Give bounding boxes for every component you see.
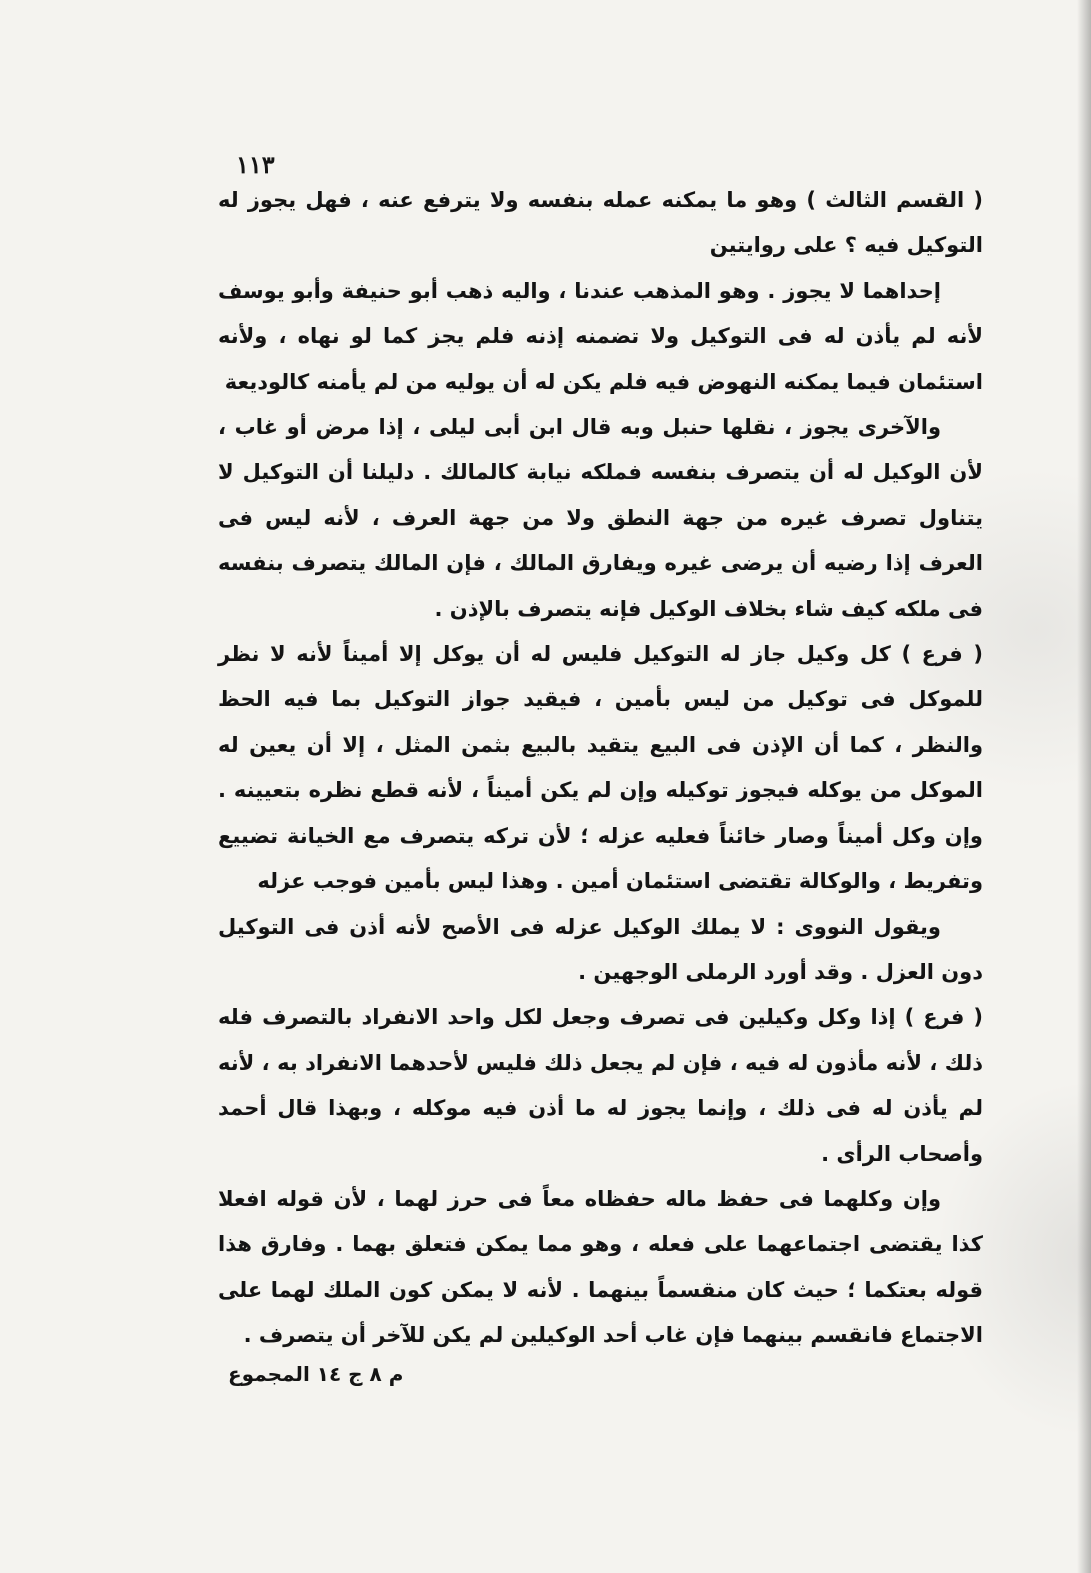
paragraph-nawawi: ويقول النووى : لا يملك الوكيل عزله فى الأصح لأنه أذن فى التوكيل دون العزل . وقد أورد الرملى الوجهين . (218, 914, 983, 984)
page-footer-signature: م ٨ ج ١٤ المجموع (228, 1362, 404, 1386)
page-edge-shadow (1077, 0, 1091, 1573)
paragraph-third-section: ( القسم الثالث ) وهو ما يمكنه عمله بنفسه ولا يترفع عنه ، فهل يجوز له التوكيل فيه ؟ على روايتين (218, 188, 983, 258)
paragraph-branch-two-agents: ( فرع ) إذا وكل وكيلين فى تصرف وجعل لكل واحد الانفراد بالتصرف فله ذلك ، لأنه مأذون له فيه ، فإن لم يجعل ذلك فليس لأحدهما الانفراد به ، لأنه لم يأذن له فى ذلك ، وإنما يجوز له ما أذن فيه موكله ، وبهذا قال أحمد وأصحاب الرأى . (218, 1005, 983, 1166)
paragraph-second-narration: والآخرى يجوز ، نقلها حنبل وبه قال ابن أبى ليلى ، إذا مرض أو غاب ، لأن الوكيل له أن يتصرف بنفسه فملكه نيابة كالمالك . دليلنا أن التوكيل لا يتناول تصرف غيره من جهة النطق ولا من جهة العرف ، لأنه ليس فى العرف إذا رضيه أن يرضى غيره ويفارق المالك ، فإن المالك يتصرف بنفسه فى ملكه كيف شاء بخلاف الوكيل فإنه يتصرف بالإذن . (218, 415, 983, 621)
paragraph-safekeeping: وإن وكلهما فى حفظ ماله حفظاه معاً فى حرز لهما ، لأن قوله افعلا كذا يقتضى اجتماعهما على فعله ، وهو مما يمكن فتعلق بهما . وفارق هذا قوله بعتكما ؛ حيث كان منقسماً بينهما . لأنه لا يمكن كون الملك لهما على الاجتماع فانقسم بينهما فإن غاب أحد الوكيلين لم يكن للآخر أن يتصرف . (218, 1186, 983, 1348)
page-body (218, 178, 983, 1359)
paragraph-branch-trustee: ( فرع ) كل وكيل جاز له التوكيل فليس له أن يوكل إلا أميناً لأنه لا نظر للموكل فى توكيل من ليس بأمين ، فيقيد جواز التوكيل بما فيه الحظ والنظر ، كما أن الإذن فى البيع يتقيد بالبيع بثمن المثل ، إلا أن يعين له الموكل من يوكله فيجوز توكيله وإن لم يكن أميناً ، لأنه قطع نظره بتعيينه . وإن وكل أميناً وصار خائناً فعليه عزله ؛ لأن تركه يتصرف مع الخيانة تضييع وتفريط ، والوكالة تقتضى استئمان أمين . وهذا ليس بأمين فوجب عزله (218, 642, 983, 894)
page-number: ١١٣ (236, 150, 275, 179)
paragraph-first-narration: إحداهما لا يجوز . وهو المذهب عندنا ، واليه ذهب أبو حنيفة وأبو يوسف لأنه لم يأذن له فى التوكيل ولا تضمنه إذنه فلم يجز كما لو نهاه ، ولأنه استئمان فيما يمكنه النهوض فيه فلم يكن له أن يوليه من لم يأمنه كالوديعة (218, 278, 983, 394)
